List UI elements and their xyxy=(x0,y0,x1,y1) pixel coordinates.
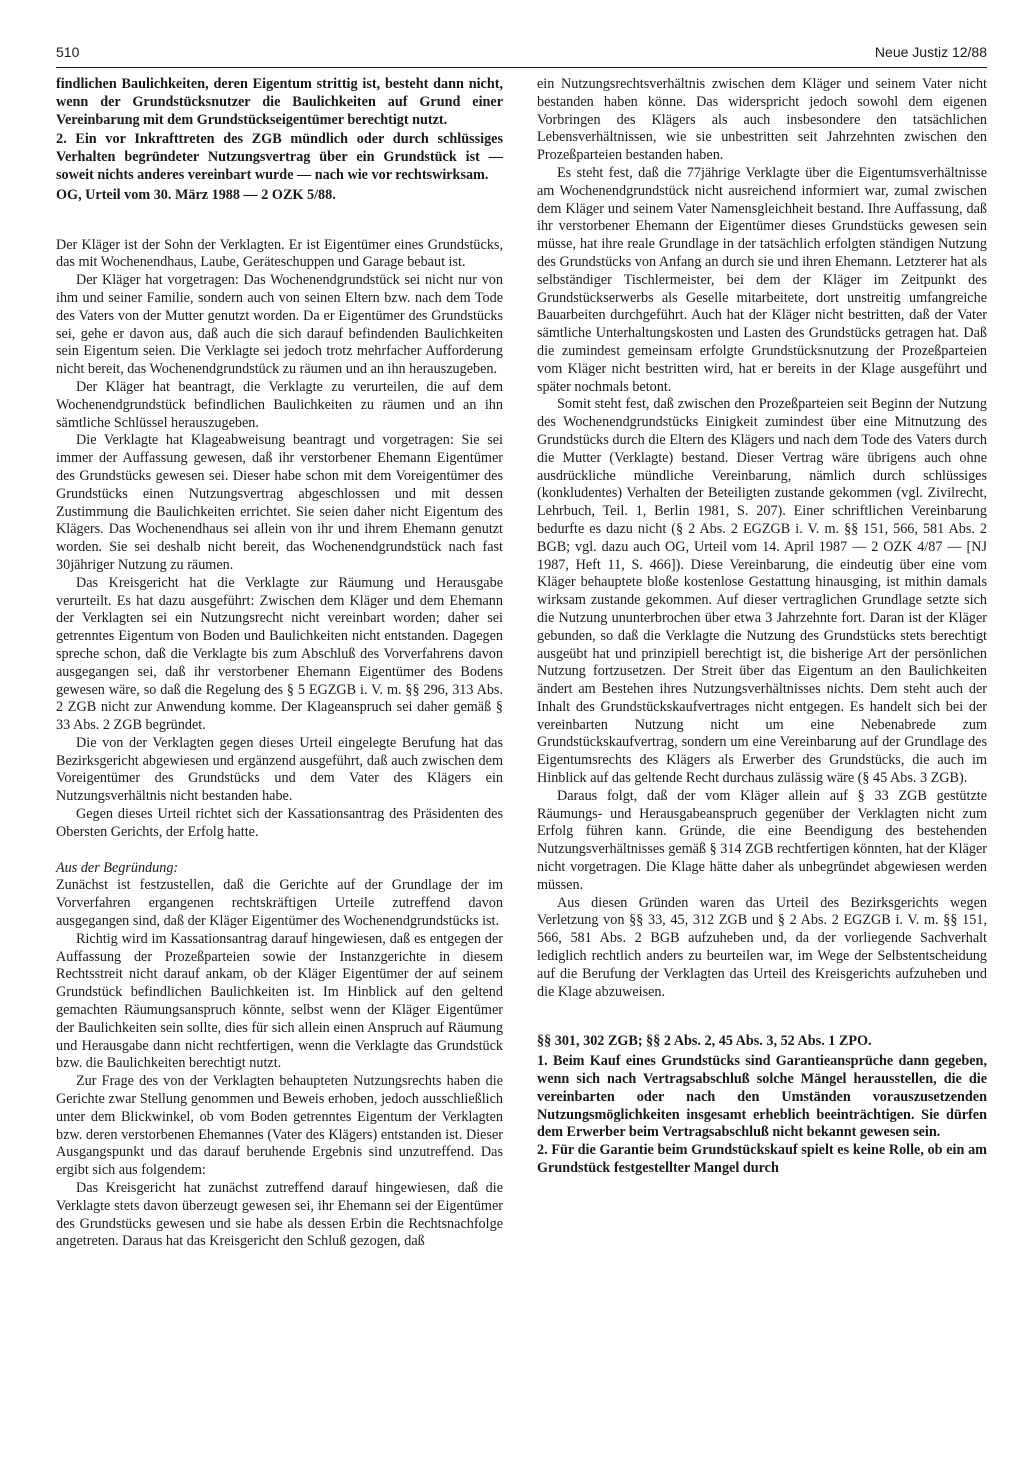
reasons-paragraph-2: Richtig wird im Kassationsantrag darauf hingewiesen, daß es entgegen der Auffassung der Prozeßparteien sowie der Instanzgerichte in diesem Rechtsstreit nicht darauf ankam, ob der Kläger Eigentümer der auf seinem Grundstück befindlichen Baulichkeiten ist. Im Hinblick auf den geltend gemachten Räumungsanspruch könnte, selbst wenn der Kläger Eigentümer der Baulichkeiten sein sollte, dies für sich allein einen Anspruch auf Räumung und Herausgabe dann nicht rechtfertigen, wenn die Verklagte das Grundstück bzw. die Baulichkeiten berechtigt nutzt. xyxy=(56,930,503,1072)
right-column xyxy=(537,76,987,1178)
reasons-paragraph-7: Somit steht fest, daß zwischen den Prozeßparteien seit Beginn der Nutzung des Wochenendgrundstücks Einigkeit zumindest über eine Mitnutzung des Grundstücks durch die Eltern des Klägers und nach dem Tode des Vaters durch die Mutter (Verklagte) bestand. Dieser Vertrag wäre übrigens auch ohne ausdrückliche mündliche Vereinbarung, nämlich durch schlüssiges (konkludentes) Verhalten der Beteiligten zustande gekommen (vgl. Zivilrecht, Lehrbuch, Teil. 1, Berlin 1981, S. 207). Einer schriftlichen Vereinbarung bedurfte es dazu nicht (§ 2 Abs. 2 EGZGB i. V. m. §§ 151, 566, 581 Abs. 2 BGB; vgl. dazu auch OG, Urteil vom 14. April 1987 — 2 OZK 4/87 — [NJ 1987, Heft 11, S. 466]). Diese Vereinbarung, die eindeutig über eine vom Kläger behauptete bloße kostenlose Gestattung hinausging, ist mithin damals wirksam zustande gekommen. Auf dieser vertraglichen Grundlage setzte sich die Nutzung ununterbrochen über etwa 3 Jahrzehnte fort. Daran ist der Kläger gebunden, so daß die Verklagte die Nutzung des Grundstücks stets berechtigt ausgeübt hat und prinzipiell berechtigt ist, die bisherige Art der persönlichen Nutzung fortzusetzen. Der Streit über das Eigentum an den Baulichkeiten ändert am Bestehen ihres Nutzungsverhältnisses nichts. Dem steht auch der Inhalt des Grundstückskaufvertrages nicht entgegen. Es handelt sich bei der vereinbarten Nutzung nicht um eine Nebenabrede zum Grundstückskaufvertrag, sondern um eine Vereinbarung auf der Grundlage des Eigentumsrechts des Klägers als Erwerber des Grundstücks, die auch im Hinblick auf das geltende Recht durchaus zulässig wäre (§ 45 Abs. 3 ZGB). xyxy=(537,396,987,787)
running-header xyxy=(56,44,987,64)
reasons-paragraph-8: Daraus folgt, daß der vom Kläger allein auf § 33 ZGB gestützte Räumungs- und Herausgabeanspruch gegenüber der Verklagten nicht zum Erfolg führen kann. Gründe, die eine Beendigung des bestehenden Nutzungsverhältnisses gemäß § 314 ZGB rechtfertigen könnten, hat der Kläger nicht vorgetragen. Die Klage hätte daher als unbegründet abgewiesen werden müssen. xyxy=(537,787,987,893)
journal-issue: Neue Justiz 12/88 xyxy=(874,44,987,60)
next-case-norms: §§ 301, 302 ZGB; §§ 2 Abs. 2, 45 Abs. 3, 52 Abs. 1 ZPO. xyxy=(537,1033,872,1050)
facts-paragraph-6: Die von der Verklagten gegen dieses Urteil eingelegte Berufung hat das Bezirksgericht abgewiesen und ergänzend ausgeführt, daß auch zwischen dem Voreigentümer des Grundstücks und dem Vater des Klägers ein Nutzungsverhältnis nicht bestanden habe. xyxy=(56,734,503,805)
headnote-1-continuation: findlichen Baulichkeiten, deren Eigentum strittig ist, besteht dann nicht, wenn der Grundstücksnutzer die Baulichkeiten auf Grund einer Vereinbarung mit dem Grundstückseigentümer berechtigt nutzt. xyxy=(56,76,503,128)
next-case-headnote-1: 1. Beim Kauf eines Grundstücks sind Garantieansprüche dann gegeben, wenn sich nach Vertragsabschluß solche Mängel herausstellen, die die vereinbarten oder nach den Umständen vorauszusetzenden Nutzungsmöglichkeiten insgesamt erheblich beeinträchtigen. Sie dürfen dem Erwerber beim Vertragsabschluß nicht bekannt gewesen sein. xyxy=(537,1053,987,1141)
reasons-paragraph-9: Aus diesen Gründen waren das Urteil des Bezirksgerichts wegen Verletzung von §§ 33, 45, 312 ZGB und § 2 Abs. 2 EGZGB i. V. m. §§ 151, 566, 581 Abs. 2 BGB aufzuheben und, da der vorliegende Sachverhalt lediglich rechtlich anders zu beurteilen war, im Wege der Selbstentscheidung auf die Berufung der Verklagten das Urteil des Kreisgerichts aufzuheben und die Klage abzuweisen. xyxy=(537,894,987,1000)
headnote-2: 2. Ein vor Inkrafttreten des ZGB mündlich oder durch schlüssiges Verhalten begründeter Nutzungsvertrag über ein Grundstück ist — soweit nichts anderes vereinbart wurde — nach wie vor rechtswirksam. xyxy=(56,131,503,183)
reasons-paragraph-5: ein Nutzungsrechtsverhältnis zwischen dem Kläger und seinem Vater nicht bestanden haben könne. Das widerspricht jedoch sowohl dem eigenen Vorbringen des Klägers als auch insbesondere den tatsächlichen Lebensverhältnissen, wie sie unbestritten seit Jahrzehnten zwischen den Prozeßparteien bestanden haben. xyxy=(537,76,987,164)
facts-paragraph-4: Die Verklagte hat Klageabweisung beantragt und vorgetragen: Sie sei immer der Auffassung gewesen, daß ihr verstorbener Ehemann Eigentümer des Grundstücks gewesen sei. Dieser habe schon mit dem Voreigentümer des Grundstücks einen Nutzungsvertrag abgeschlossen und mit dessen Zustimmung die Baulichkeiten errichtet. Sie seien daher nicht Eigentum des Klägers. Das Wochenendhaus sei allein von ihr und ihrem Ehemann genutzt worden. Sie sei deshalb nicht bereit, das Wochenendgrundstück nach fast 30jähriger Nutzung zu räumen. xyxy=(56,432,503,573)
reasons-heading: Aus der Begründung: xyxy=(56,859,179,876)
facts-paragraph-1: Der Kläger ist der Sohn der Verklagten. Er ist Eigentümer eines Grundstücks, das mit Wochenendhaus, Laube, Geräteschuppen und Garage bebaut ist. xyxy=(56,236,503,271)
next-case-headnote-2: 2. Für die Garantie beim Grundstückskauf spielt es keine Rolle, ob ein am Grundstück festgestellter Mangel durch xyxy=(537,1142,987,1177)
reasons-paragraph-3: Zur Frage des von der Verklagten behaupteten Nutzungsrechts haben die Gerichte zwar Stellung genommen und Beweis erhoben, jedoch ausschließlich unter dem Blickwinkel, ob vom Boden getrenntes Eigentum der Verklagten bzw. deren verstorbenen Ehemannes (Vater des Klägers) entstanden ist. Dieser Ausgangspunkt und das darauf beruhende Ergebnis sind unzutreffend. Das ergibt sich aus folgendem: xyxy=(56,1073,503,1179)
facts-paragraph-7: Gegen dieses Urteil richtet sich der Kassationsantrag des Präsidenten des Obersten Gerichts, der Erfolg hatte. xyxy=(56,806,503,840)
facts-paragraph-2: Der Kläger hat vorgetragen: Das Wochenendgrundstück sei nicht nur von ihm und seiner Familie, sondern auch von seinen Eltern bzw. nach dem Tode des Vaters von der Mutter genutzt worden. Da er Eigentümer des Grundstücks sei, gehe er davon aus, daß auch die sich darauf befindenden Baulichkeiten sein Eigentum seien. Die Verklagte sei jedoch trotz mehrfacher Aufforderung nicht bereit, das Wochenendgrundstück zu räumen und an ihn herauszugeben. xyxy=(56,272,503,378)
decision-citation: OG, Urteil vom 30. März 1988 — 2 OZK 5/88. xyxy=(56,186,336,203)
facts-paragraph-5: Das Kreisgericht hat die Verklagte zur Räumung und Herausgabe verurteilt. Es hat dazu ausgeführt: Zwischen dem Kläger und dem Ehemann der Verklagten sei ein Nutzungsrecht nicht vereinbart worden; daher sei getrenntes Eigentum von Boden und Baulichkeiten nicht entstanden. Dagegen spreche schon, daß die Verklagte bis zum Abschluß des Vorverfahrens davon ausgegangen sei, daß ihr verstorbener Ehemann Eigentümer des Bodens gewesen wäre, so daß die Regelung des § 5 EGZGB i. V. m. §§ 296, 313 Abs. 2 ZGB nicht zur Anwendung komme. Der Klageanspruch sei daher gemäß § 33 Abs. 2 ZGB begründet. xyxy=(56,574,503,734)
reasons-paragraph-1: Zunächst ist festzustellen, daß die Gerichte auf der Grundlage der im Vorverfahren ergangenen rechtskräftigen Urteile zutreffend davon ausgegangen sind, daß der Kläger Eigentümer des Wochenendgrundstücks ist. xyxy=(56,877,503,930)
page-number: 510 xyxy=(56,44,80,60)
reasons-paragraph-6: Es steht fest, daß die 77jährige Verklagte über die Eigentumsverhältnisse am Wochenendgrundstück nicht ausreichend informiert war, zumal zwischen dem Kläger und seinem Vater Namensgleichheit bestand. Ihre Auffassung, daß ihr verstorbener Ehemann der Eigentümer dieses Grundstücks gewesen sein müsse, hat ihre reale Grundlage in der tatsächlich erfolgten ständigen Nutzung des Grundstücks von Anfang an durch sie und ihren Ehemann. Letzterer hat als selbständiger Tischlermeister, bei dem der Kläger im Zeitpunkt des Grundstückserwerbs als Geselle mitarbeitete, dort unstreitig umfangreiche Bauarbeiten durchgeführt. Auch hat der Kläger nicht bestritten, daß der Vater sämtliche Unterhaltungskosten und Lasten des Grundstücks getragen hat. Daß die zumindest gemeinsam erfolgte Grundstücksnutzung der Prozeßparteien vom Kläger nicht bestritten wird, hat er bereits in der Klage ausgeführt und später nochmals betont. xyxy=(537,164,987,395)
reasons-paragraph-4: Das Kreisgericht hat zunächst zutreffend darauf hingewiesen, daß die Verklagte stets davon überzeugt gewesen sei, ihr Ehemann sei der Eigentümer des Grundstücks gewesen und sie habe als dessen Erbin die Rechtsnachfolge angetreten. Daraus hat das Kreisgericht den Schluß gezogen, daß xyxy=(56,1180,503,1250)
facts-paragraph-3: Der Kläger hat beantragt, die Verklagte zu verurteilen, die auf dem Wochenendgrundstück befindlichen Baulichkeiten zu räumen und an ihn sämtliche Schlüssel herauszugeben. xyxy=(56,378,503,431)
left-column xyxy=(56,76,503,1251)
header-rule xyxy=(56,67,987,68)
